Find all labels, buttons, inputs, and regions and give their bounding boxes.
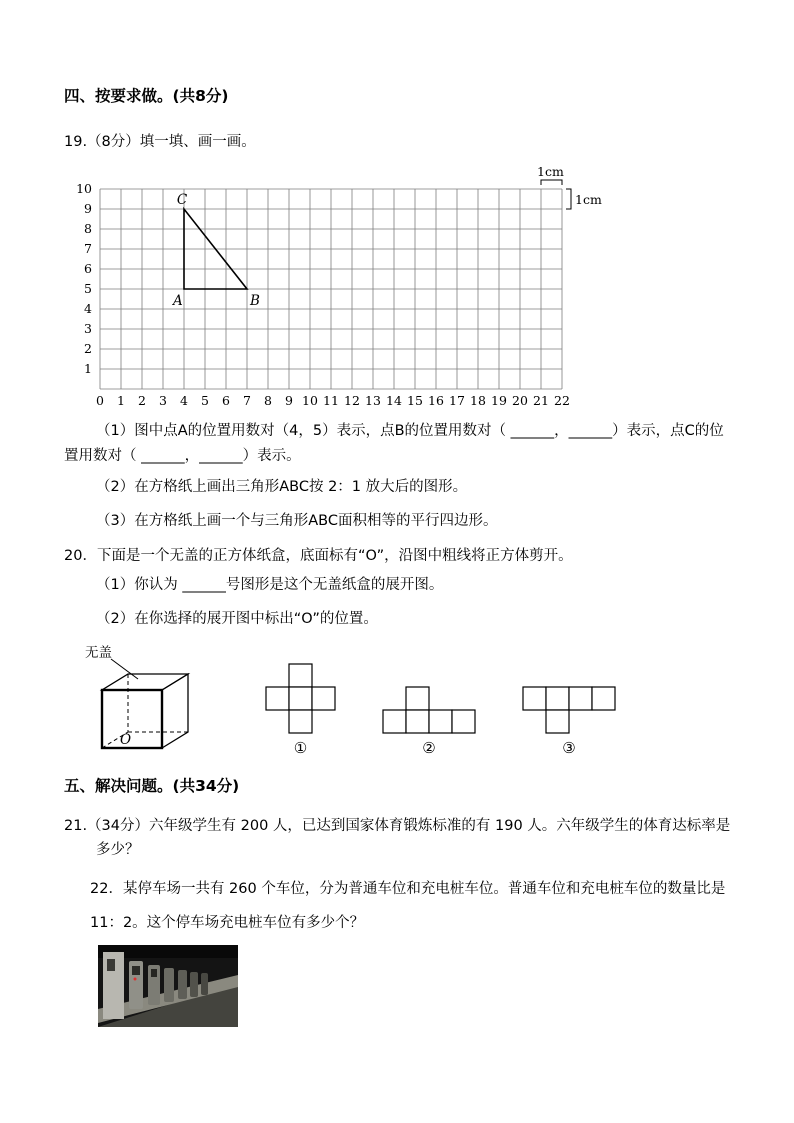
q20-sub2: （2）在你选择的展开图中标出“O”的位置。	[96, 610, 378, 627]
net-option-1	[265, 663, 336, 756]
q20-figure-row	[84, 644, 736, 756]
x-tick: 14	[386, 392, 402, 408]
x-tick: 5	[201, 392, 209, 408]
x-tick: 12	[344, 392, 360, 408]
cube-front-face	[102, 690, 162, 748]
x-tick: 20	[512, 392, 528, 408]
net-2-number: ②	[422, 738, 436, 757]
x-tick: 10	[302, 392, 318, 408]
y-tick: 8	[84, 220, 92, 236]
scale-right-label: 1cm	[575, 191, 602, 207]
net-svg	[265, 663, 336, 734]
cube-figure	[84, 644, 219, 756]
x-tick: 6	[222, 392, 230, 408]
y-tick: 7	[84, 240, 92, 256]
x-tick: 18	[470, 392, 486, 408]
cube-bottom-o-label: O	[120, 731, 132, 748]
net-3-drawing	[522, 686, 616, 734]
net-svg	[382, 686, 476, 734]
net-option-2	[382, 686, 476, 756]
charging-station-photo	[98, 945, 238, 1027]
x-tick: 11	[323, 392, 339, 408]
x-tick: 8	[264, 392, 272, 408]
coordinate-grid-svg	[74, 159, 614, 411]
x-tick: 7	[243, 392, 251, 408]
photo-charging-pile	[164, 968, 174, 1002]
photo-charging-pile	[178, 970, 187, 999]
q19-sub2: （2）在方格纸上画出三角形ABC按 2：1 放大后的图形。	[96, 478, 468, 495]
x-tick: 19	[491, 392, 507, 408]
q20-sub1: （1）你认为 ______号图形是这个无盖纸盒的展开图。	[96, 576, 444, 593]
section-5-title: 五、解决问题。(共34分)	[64, 776, 240, 795]
y-tick: 1	[84, 360, 92, 376]
q20-stem: 20．下面是一个无盖的正方体纸盒，底面标有“O”，沿图中粗线将正方体剪开。	[64, 547, 573, 564]
q22-line1: 22．某停车场一共有 260 个车位，分为普通车位和充电桩车位。普通车位和充电桩车位的数量比是	[90, 881, 726, 898]
cube-right-face	[162, 674, 188, 748]
net-3-number: ③	[562, 738, 576, 757]
photo-indicator-light	[134, 978, 137, 981]
net-2-drawing	[382, 686, 476, 734]
x-tick: 15	[407, 392, 423, 408]
y-tick: 6	[84, 260, 92, 276]
x-tick: 2	[138, 392, 146, 408]
y-tick: 3	[84, 320, 92, 336]
scale-top-label: 1cm	[537, 163, 564, 179]
x-tick: 9	[285, 392, 293, 408]
net-option-3	[522, 686, 616, 756]
x-tick: 3	[159, 392, 167, 408]
x-tick: 17	[449, 392, 465, 408]
x-tick: 4	[180, 392, 188, 408]
cube-figure-wrap	[84, 644, 219, 756]
x-tick: 21	[533, 392, 549, 408]
y-tick: 5	[84, 280, 92, 296]
y-tick: 9	[84, 200, 92, 216]
q22-photo-wrap	[98, 945, 736, 1027]
q19-stem: 19.（8分）填一填、画一画。	[64, 134, 256, 150]
x-tick: 22	[554, 392, 570, 408]
point-label-c: C	[176, 191, 188, 208]
y-tick: 4	[84, 300, 92, 316]
section-4-title: 四、按要求做。(共8分)	[64, 87, 229, 105]
photo-pillar-screen	[107, 959, 115, 971]
q22-block	[90, 877, 736, 1027]
y-tick: 2	[84, 340, 92, 356]
q22-line2: 11：2。这个停车场充电桩车位有多少个？	[90, 915, 365, 932]
net-svg	[522, 686, 616, 734]
photo-charging-pile	[201, 973, 208, 995]
net-1-number: ①	[293, 738, 308, 757]
x-tick: 0	[96, 392, 104, 408]
photo-pile-screen	[132, 966, 140, 975]
q21-text: 21.（34分）六年级学生有 200 人，已达到国家体育锻炼标准的有 190 人。六年级学生的体育达标率是多少？	[64, 817, 731, 859]
y-tick: 10	[76, 180, 92, 196]
q19-grid-figure	[74, 159, 736, 411]
photo-charging-pile	[190, 972, 198, 997]
net-1-drawing	[265, 663, 336, 734]
q19-sub3: （3）在方格纸上画一个与三角形ABC面积相等的平行四边形。	[96, 512, 498, 529]
x-tick: 16	[428, 392, 444, 408]
no-lid-label: 无盖	[85, 644, 112, 661]
point-label-b: B	[250, 292, 260, 309]
point-label-a: A	[173, 292, 183, 309]
photo-pile-screen	[151, 969, 157, 977]
q19-sub1: （1）图中点A的位置用数对（4，5）表示，点B的位置用数对（ ______，______）表示，点C的位置用数对（ ______，______）表示。	[64, 422, 724, 464]
x-tick: 13	[365, 392, 381, 408]
x-tick: 1	[117, 392, 125, 408]
